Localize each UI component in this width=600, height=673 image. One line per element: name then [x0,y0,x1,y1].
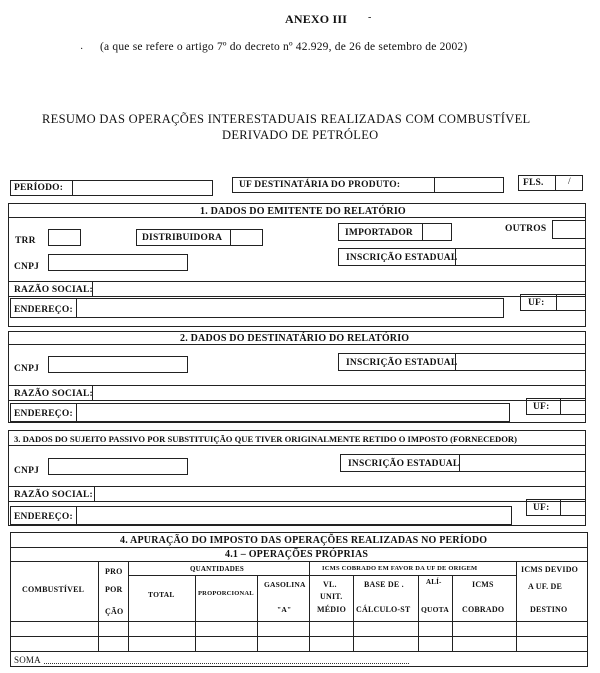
col-ali-1: ALÍ- [426,578,442,586]
s2-endereco-field[interactable] [78,404,508,421]
s1-endereco-field[interactable] [78,299,502,317]
s1-razao-field[interactable] [94,282,584,295]
s3-uf-field[interactable] [562,500,585,515]
soma-dotted-line [44,663,409,664]
periodo-label: PERÍODO: [14,183,64,193]
s2-uf-field[interactable] [562,399,585,414]
fls-label: FLS. [523,178,544,188]
periodo-field[interactable] [74,181,211,195]
s3-inscricao-field[interactable] [461,455,585,471]
distribuidora-label: DISTRIBUIDORA [142,233,223,243]
s2-endereco-label: ENDEREÇO: [14,409,73,419]
importador-checkbox[interactable] [424,224,451,240]
s2-inscricao-label: INSCRIÇÃO ESTADUAL [346,358,458,368]
s2-cnpj-label: CNPJ [14,364,40,374]
col-vl-1: VL. [323,580,337,589]
s1-inscricao-label: INSCRIÇÃO ESTADUAL [346,253,458,263]
s3-razao-label: RAZÃO SOCIAL: [14,490,93,500]
form-title-line1: RESUMO DAS OPERAÇÕES INTERESTADUAIS REALIZADAS COM COMBUSTÍVEL [42,112,531,126]
importador-label: IMPORTADOR [345,228,413,238]
s2-cnpj-field[interactable] [48,356,188,373]
section4-title: 4. APURAÇÃO DO IMPOSTO DAS OPERAÇÕES REALIZADAS NO PERÍODO [120,535,488,546]
col-vl-2: UNIT. [320,592,343,601]
section3-title: 3. DADOS DO SUJEITO PASSIVO POR SUBSTITUIÇÃO QUE TIVER ORIGINALMENTE RETIDO O IMPOSTO (FORNECEDOR) [14,434,517,444]
col-base-2: CÁLCULO-ST [356,605,411,614]
distribuidora-checkbox[interactable] [232,230,262,245]
col-quantidades: QUANTIDADES [190,565,244,573]
s1-razao-label: RAZÃO SOCIAL: [14,285,93,295]
table-row[interactable] [11,637,587,650]
col-devido-1: ICMS DEVIDO [521,565,579,574]
s1-uf-label: UF: [528,298,545,308]
s3-cnpj-field[interactable] [48,458,188,475]
col-combustivel: COMBUSTÍVEL [22,585,85,594]
stray-mark: - [368,12,372,23]
trr-checkbox[interactable] [48,229,81,246]
col-total: TOTAL [148,590,175,599]
col-gasolina-a: "A" [277,605,292,614]
col-icms-2: COBRADO [462,605,505,614]
form-title-line2: DERIVADO DE PETRÓLEO [222,128,379,142]
s3-cnpj-label: CNPJ [14,466,40,476]
bullet-icon: · [80,44,84,55]
table-row[interactable] [11,622,587,636]
s1-endereco-label: ENDEREÇO: [14,305,73,315]
col-icms-1: ICMS [472,580,494,589]
col-proporcional: PROPORCIONAL [198,590,254,597]
col-icms-origem: ICMS COBRADO EM FAVOR DA UF DE ORIGEM [322,565,478,572]
outros-label: OUTROS [505,224,547,234]
s2-razao-field[interactable] [94,386,584,399]
col-pro-2: POR [105,585,123,594]
s2-uf-label: UF: [533,402,550,412]
s1-uf-field[interactable] [558,295,585,310]
s3-razao-field[interactable] [96,487,584,500]
s3-inscricao-label: INSCRIÇÃO ESTADUAL [348,459,460,469]
uf-destinataria-label: UF DESTINATÁRIA DO PRODUTO: [239,180,401,190]
s3-endereco-label: ENDEREÇO: [14,512,73,522]
s2-razao-label: RAZÃO SOCIAL: [14,389,93,399]
reference-text: (a que se refere o artigo 7º do decreto nº 42.929, de 26 de setembro de 2002) [100,41,468,53]
annex-title: ANEXO III [285,12,348,26]
col-pro-3: ÇÃO [105,607,124,616]
s3-uf-label: UF: [533,503,550,513]
soma-field[interactable] [412,655,586,666]
soma-label: SOMA [14,655,41,665]
section4-subtitle: 4.1 – OPERAÇÕES PRÓPRIAS [225,549,369,560]
col-vl-3: MÉDIO [317,605,346,614]
outros-checkbox[interactable] [552,220,586,239]
col-base-1: BASE DE . [364,580,404,589]
s2-inscricao-field[interactable] [457,354,585,370]
s3-endereco-field[interactable] [78,507,510,524]
uf-destinataria-field[interactable] [436,178,502,192]
col-devido-3: DESTINO [530,605,568,614]
col-devido-2: A UF. DE [528,582,562,591]
fls-separator: / [568,177,571,187]
section1-title: 1. DADOS DO EMITENTE DO RELATÓRIO [200,206,406,217]
s1-cnpj-field[interactable] [48,254,188,271]
col-pro-1: PRO [105,567,123,576]
section2-title: 2. DADOS DO DESTINATÁRIO DO RELATÓRIO [180,333,410,344]
s1-cnpj-label: CNPJ [14,262,40,272]
s1-inscricao-field[interactable] [457,249,585,265]
col-ali-2: QUOTA [421,605,449,614]
trr-label: TRR [15,236,36,246]
col-gasolina: GASOLINA [264,580,306,589]
